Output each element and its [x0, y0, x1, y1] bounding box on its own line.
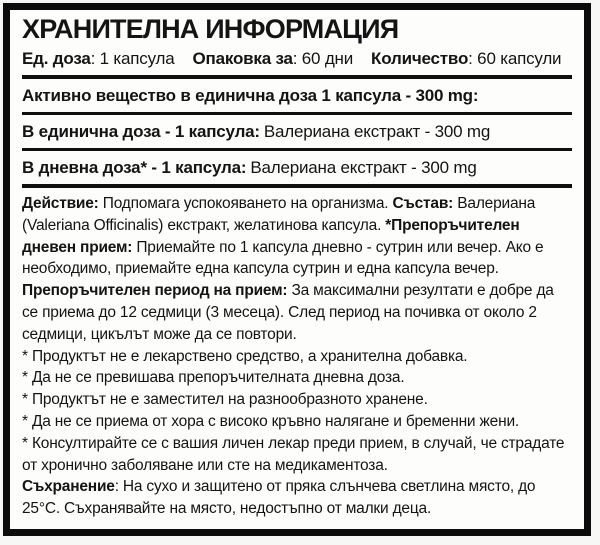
bold-text-segment: Съхранение: [22, 478, 115, 496]
single-dose-row: [22, 115, 572, 151]
bold-text-segment: Препоръчителен период на прием:: [22, 282, 288, 300]
paragraph-action-composition-intake: [22, 193, 572, 346]
text-segment: * Продуктът не е заместител на разнообразното хранене.: [22, 391, 428, 409]
package-duration-label: Опаковка за: [192, 49, 293, 68]
single-dose-value: Валериана екстракт - 300 mg: [263, 122, 491, 141]
bold-text-segment: *Препоръчителен дневен прием:: [22, 216, 520, 256]
label-frame: [3, 3, 591, 536]
disclaimer-consult-doctor: [22, 433, 572, 477]
text-segment: : На сухо и защитено от пряка слънчева светлина място, до 25°C. Съхранявайте на място, недостъпно от малки деца.: [22, 478, 536, 518]
single-dose-label: В единична доза - 1 капсула:: [22, 122, 260, 141]
bold-text-segment: Действие:: [22, 195, 99, 212]
package-duration-item: [193, 47, 354, 70]
text-segment: Валериана (Valeriana Officinalis) екстракт, желатинова капсула.: [22, 195, 536, 234]
text-segment: * Продуктът не е лекарствено средство, а хранителна добавка.: [22, 347, 468, 365]
bold-text-segment: Състав:: [392, 195, 454, 212]
quantity-item: [371, 47, 561, 70]
text-segment: * Да не се превишава препоръчителната дневна доза.: [22, 369, 405, 387]
package-duration-value: : 60 дни: [292, 49, 354, 68]
daily-dose-value: Валериана екстракт - 300 mg: [250, 158, 477, 177]
storage-paragraph: [22, 476, 572, 520]
quantity-label: Количество: [371, 49, 469, 68]
unit-dose-item: [22, 47, 175, 70]
unit-dose-value: : 1 капсула: [90, 49, 175, 68]
daily-dose-label: В дневна доза* - 1 капсула:: [22, 158, 247, 177]
active-substance-row: Активно вещество в единична доза 1 капсула - 300 mg:: [22, 79, 572, 115]
body-text: [22, 188, 572, 520]
header-row: [22, 46, 572, 79]
text-segment: За максимални резултати е добре да се приема до 12 седмици (3 месеца). След период на почивка от около 2 седмици, цикълът може да се повтори.: [22, 282, 554, 343]
disclaimer-blood-pressure-pregnancy: [22, 411, 572, 433]
daily-dose-row: [22, 151, 572, 188]
text-segment: * Консултирайте се с вашия личен лекар преди прием, в случай, че страдате от хронично заболяване или сте на медикаментоза.: [22, 434, 565, 474]
text-segment: * Да не се приема от хора с високо кръвно налягане и бременни жени.: [22, 412, 520, 430]
text-segment: Подпомага успокояването на организма.: [98, 195, 393, 212]
label-title: ХРАНИТЕЛНА ИНФОРМАЦИЯ: [22, 14, 399, 44]
quantity-value: : 60 капсули: [468, 49, 562, 68]
unit-dose-label: Ед. доза: [22, 49, 91, 68]
disclaimer-do-not-exceed: [22, 367, 572, 389]
disclaimer-not-medicine: [22, 346, 572, 368]
disclaimer-not-substitute: [22, 389, 572, 411]
text-segment: Приемайте по 1 капсула дневно - сутрин или вечер. Ако е необходимо, приемайте една капсула сутрин и една капсула вечер.: [22, 238, 544, 278]
